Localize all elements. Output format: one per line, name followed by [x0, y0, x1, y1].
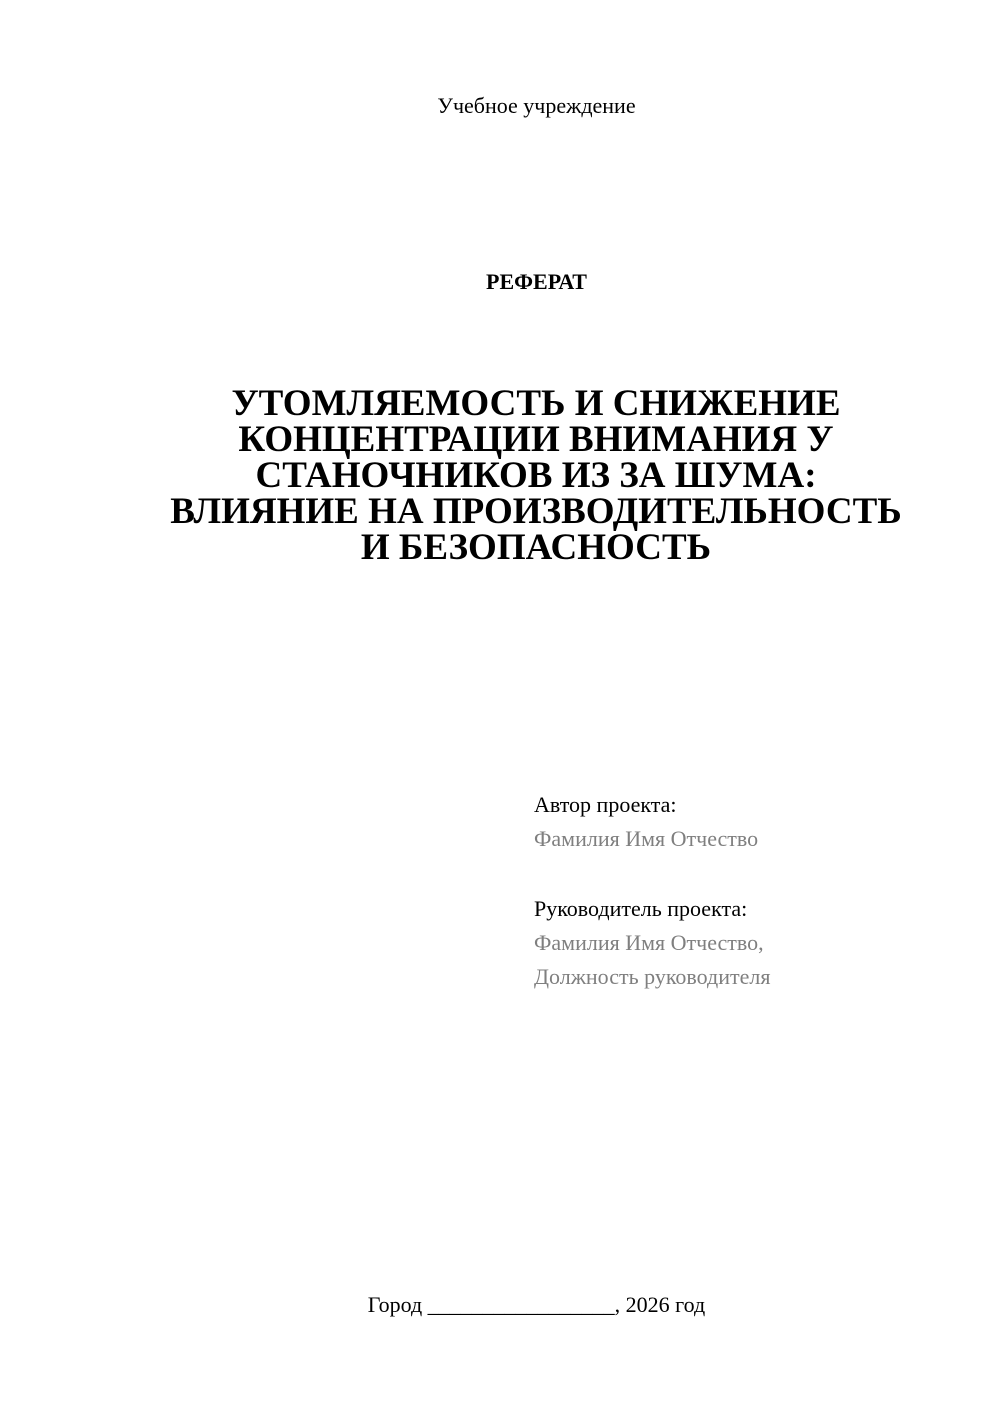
title-line: И БЕЗОПАСНОСТЬ — [360, 527, 712, 568]
supervisor-name: Фамилия Имя Отчество, — [534, 930, 764, 955]
supervisor-position: Должность руководителя — [534, 964, 771, 989]
city-year-line: Город _________________, 2026 год — [367, 1292, 706, 1317]
institution-name: Учебное учреждение — [437, 93, 636, 118]
title-line: СТАНОЧНИКОВ ИЗ ЗА ШУМА: — [255, 455, 817, 496]
title-line: ВЛИЯНИЕ НА ПРОИЗВОДИТЕЛЬНОСТЬ — [170, 491, 902, 532]
title-line: УТОМЛЯЕМОСТЬ И СНИЖЕНИЕ — [231, 383, 841, 424]
author-label: Автор проекта: — [534, 792, 677, 817]
spacer — [534, 856, 954, 892]
author-name: Фамилия Имя Отчество — [534, 826, 759, 851]
credits-block — [534, 788, 954, 994]
title-line: КОНЦЕНТРАЦИИ ВНИМАНИЯ У — [238, 419, 834, 460]
supervisor-label: Руководитель проекта: — [534, 896, 748, 921]
document-type: РЕФЕРАТ — [486, 269, 587, 294]
document-title — [120, 383, 952, 568]
